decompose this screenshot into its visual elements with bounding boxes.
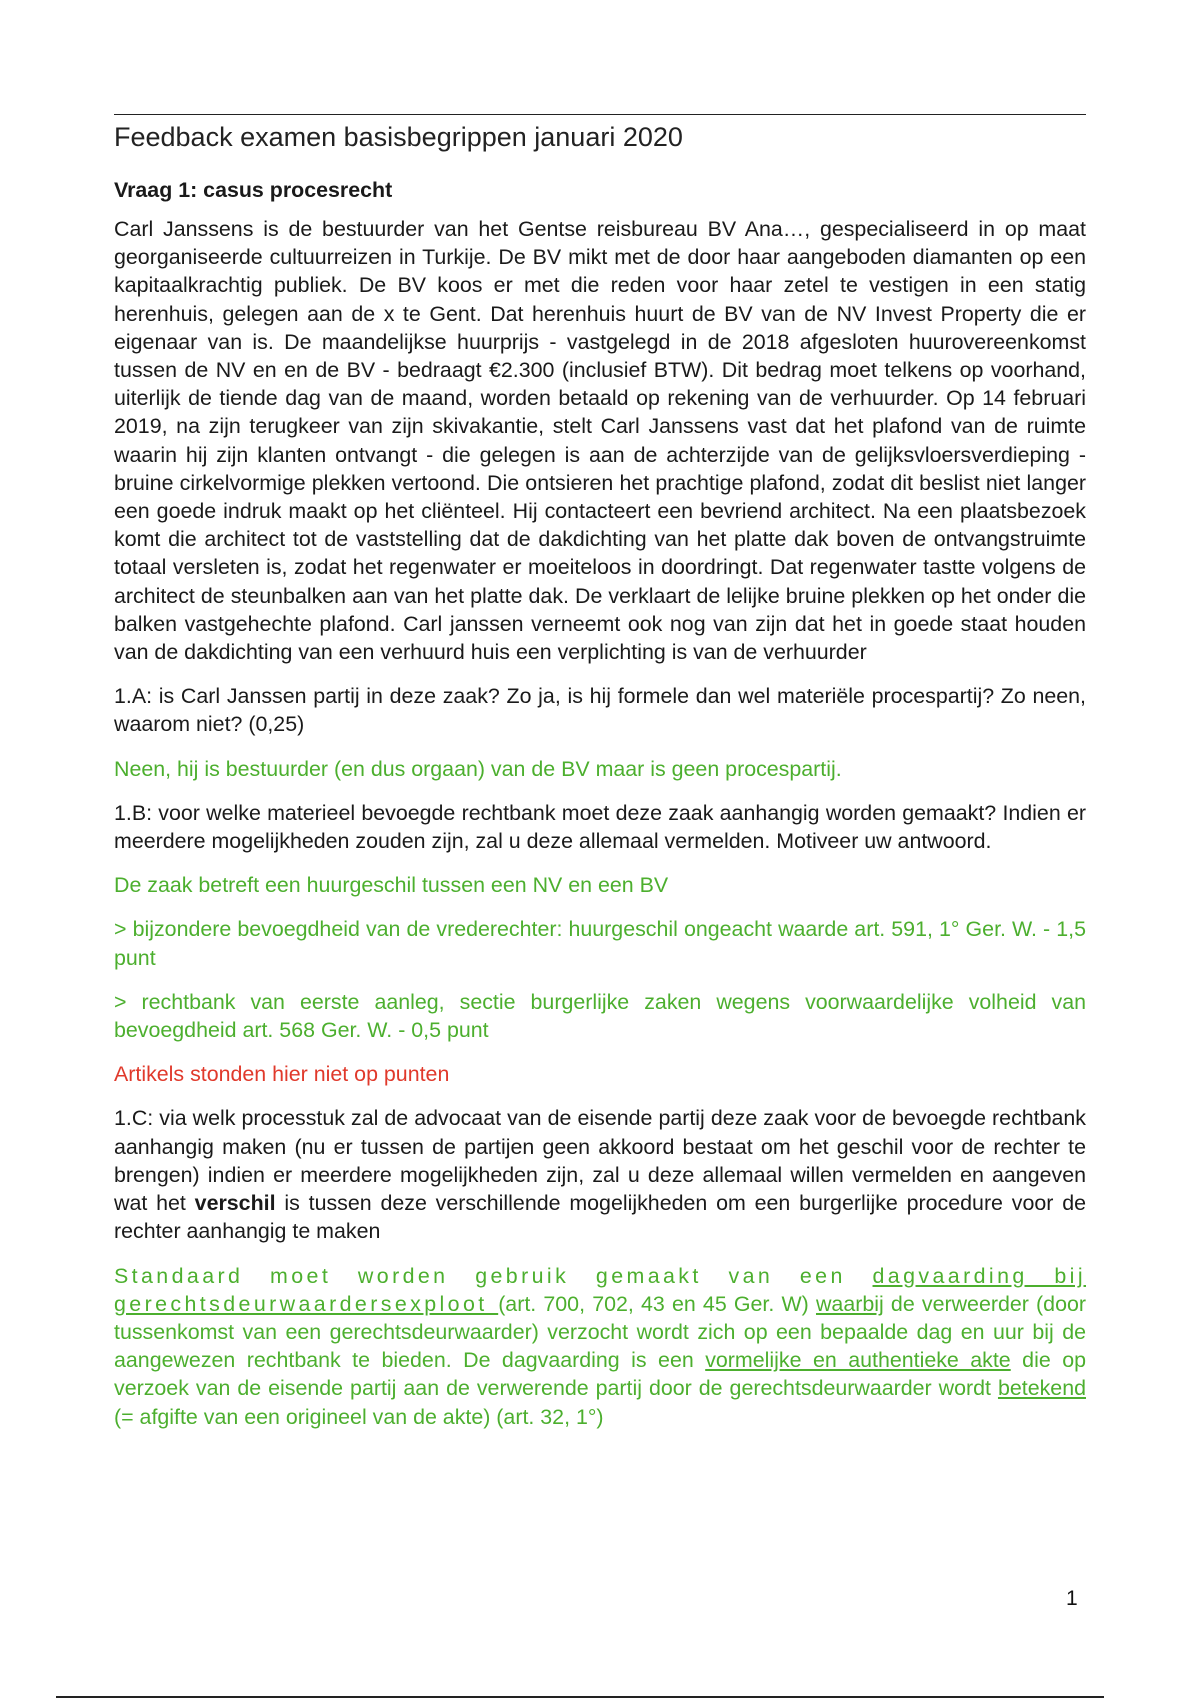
header-rule [114, 114, 1086, 115]
question-1c [114, 1104, 1086, 1245]
case-text: Carl Janssens is de bestuurder van het Gentse reisbureau BV Ana…, gespecialiseerd in op maat georganiseerde cultuurreizen in Turkije. De BV mikt met de door haar aangeboden diamanten op een kapitaalkrachtig publiek. De BV koos er met die reden voor haar zetel te vestigen in een statig herenhuis, gelegen aan de x te Gent. Dat herenhuis huurt de BV van de NV Invest Property die er eigenaar van is. De maandelijkse huurprijs - vastgelegd in de 2018 afgesloten huurovereenkomst tussen de NV en en de BV - bedraagt €2.300 (inclusief BTW). Dit bedrag moet telkens op voorhand, uiterlijk de tiende dag van de maand, worden betaald op rekening van de verhuurder. Op 14 februari 2019, na zijn terugkeer van zijn skivakantie, stelt Carl Janssens vast dat het plafond van de ruimte waarin hij zijn klanten ontvangt - die gelegen is aan de achterzijde van de gelijksvloersverdieping - bruine cirkelvormige plekken vertoond. Die ontsieren het prachtige plafond, zodat dit beslist niet langer een goede indruk maakt op het cliënteel. Hij contacteert een bevriend architect. Na een plaatsbezoek komt die architect tot de vaststelling dat de dakdichting van het platte dak boven de ontvangstruimte totaal versleten is, zodat het regenwater er moeiteloos in doordringt. Dat regenwater tastte volgens de architect de steunbalken aan van het platte dak. De verklaart de lelijke bruine plekken op het onder die balken vastgehechte plafond. Carl janssen verneemt ook nog van zijn dat het in goede staat houden van de dakdichting van een verhuurd huis een verplichting is van de verhuurder [114, 217, 1086, 665]
answer-1c-text-2: (art. 700, 702, 43 en 45 Ger. W) [498, 1291, 816, 1316]
answer-1b-note: Artikels stonden hier niet op punten [114, 1062, 450, 1087]
answer-1b-point-1: > bijzondere bevoegdheid van de vrederechter: huurgeschil ongeacht waarde art. 591, 1° Ger. W. - 1,5 punt [114, 917, 1086, 970]
question-1c-emphasis: verschil [194, 1191, 276, 1216]
answer-1c-term-dagvaarding: dagvaarding bij gerechtsdeurwaardersexploot [114, 1263, 1086, 1316]
answer-1c-term-betekend: betekend [997, 1376, 1086, 1401]
answer-1b-intro: De zaak betreft een huurgeschil tussen een NV en een BV [114, 873, 669, 898]
page-bottom-rule [56, 1696, 1104, 1698]
answer-1c-text-4: die op verzoek van de eisende partij aan de verwerende partij door de gerechtsdeurwaarder wordt [114, 1348, 1086, 1401]
question-1c-part-2: is tussen deze verschillende mogelijkheden om een burgerlijke procedure voor de rechter aanhangig te maken [114, 1191, 1086, 1244]
question-1a: 1.A: is Carl Janssen partij in deze zaak? Zo ja, is hij formele dan wel materiële procespartij? Zo neen, waarom niet? (0,25) [114, 684, 1086, 737]
answer-1b-point-2: > rechtbank van eerste aanleg, sectie burgerlijke zaken wegens voorwaardelijke volheid van bevoegdheid art. 568 Ger. W. - 0,5 punt [114, 989, 1086, 1043]
question-1b: 1.B: voor welke materieel bevoegde rechtbank moet deze zaak aanhangig worden gemaakt? Indien er meerdere mogelijkheden zouden zijn, zal u deze allemaal vermelden. Motiveer uw antwoord. [114, 800, 1086, 854]
answer-1c-term-akte: vormelijke en authentieke akte [705, 1348, 1011, 1373]
question-1c-part-1: 1.C: via welk processtuk zal de advocaat van de eisende partij deze zaak voor de bevoegde rechtbank aanhangig maken (nu er tussen de partijen geen akkoord bestaat om het geschil voor de rechter te brengen) indien er meerdere mogelijkheden zijn, zal u deze allemaal willen vermelden en aangeven wat het [114, 1106, 1086, 1216]
question-heading: Vraag 1: casus procesrecht [114, 178, 393, 202]
answer-1a: Neen, hij is bestuurder (en dus orgaan) van de BV maar is geen procespartij. [114, 756, 842, 781]
answer-1c-term-waarbij: waarbij [815, 1291, 884, 1316]
answer-1c-text-3: de verweerder (door tussenkomst van een gerechtsdeurwaarder) verzocht wordt zich op een bepaalde dag en uur bij de aangewezen rechtbank te bieden. De dagvaarding is een [114, 1291, 1086, 1373]
document-body [114, 176, 1086, 1447]
answer-1c-text-5: (= afgifte van een origineel van de akte) (art. 32, 1°) [114, 1404, 604, 1429]
document-title: Feedback examen basisbegrippen januari 2020 [114, 122, 683, 152]
answer-1c [114, 1262, 1086, 1431]
answer-1c-text-1: Standaard moet worden gebruik gemaakt van een [114, 1263, 873, 1288]
page-number: 1 [1066, 1587, 1078, 1610]
